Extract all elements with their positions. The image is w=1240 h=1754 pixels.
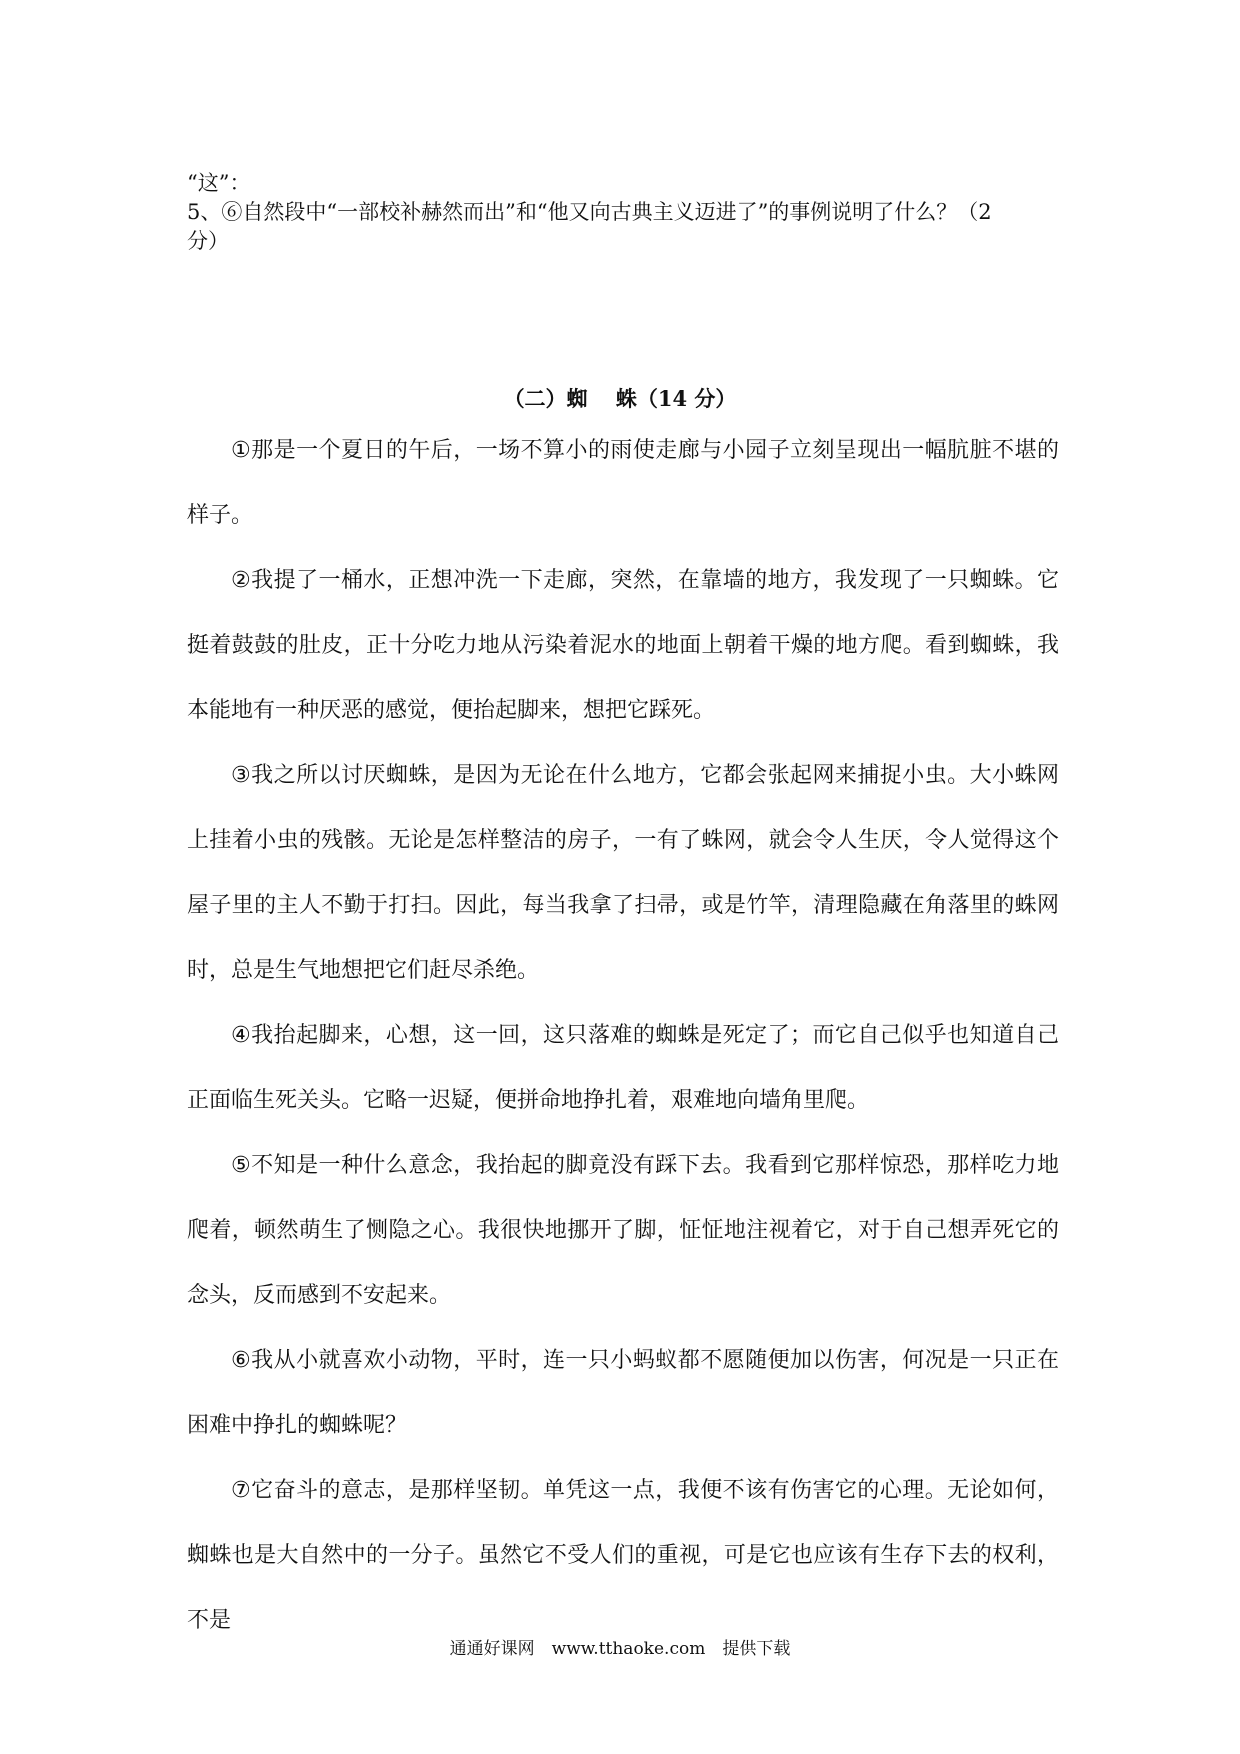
paragraph-4: ④我抬起脚来，心想，这一回，这只落难的蜘蛛是死定了；而它自己似乎也知道自己正面临生死关头。它略一迟疑，便拼命地挣扎着，艰难地向墙角里爬。 [187,1023,1059,1113]
paragraph-5: ⑤不知是一种什么意念，我抬起的脚竟没有踩下去。我看到它那样惊恐，那样吃力地爬着，顿然萌生了恻隐之心。我很快地挪开了脚，怔怔地注视着它，对于自己想弄死它的念头，反而感到不安起来。 [187,1153,1059,1308]
section-title: （二）蜘 蛛（14 分） [503,386,737,411]
paragraph-2: ②我提了一桶水，正想冲洗一下走廊，突然，在靠墙的地方，我发现了一只蜘蛛。它挺着鼓鼓的肚皮，正十分吃力地从污染着泥水的地面上朝着干燥的地方爬。看到蜘蛛，我本能地有一种厌恶的感觉，便抬起脚来，想把它踩死。 [187,568,1059,723]
paragraph-6: ⑥我从小就喜欢小动物，平时，连一只小蚂蚁都不愿随便加以伤害，何况是一只正在困难中挣扎的蜘蛛呢？ [187,1348,1059,1438]
footer-source: 通通好课网 www.tthaoke.com 提供下载 [449,1639,791,1659]
paragraph-1: ①那是一个夏日的午后，一场不算小的雨使走廊与小园子立刻呈现出一幅肮脏不堪的样子。 [187,438,1059,528]
paragraph-7: ⑦它奋斗的意志，是那样坚韧。单凭这一点，我便不该有伤害它的心理。无论如何，蜘蛛也是大自然中的一分子。虽然它不受人们的重视，可是它也应该有生存下去的权利，不是 [187,1478,1059,1633]
question-5-line2: 分） [187,229,229,253]
question-4-tail: “这”： [187,171,251,195]
paragraph-3: ③我之所以讨厌蜘蛛，是因为无论在什么地方，它都会张起网来捕捉小虫。大小蛛网上挂着小虫的残骸。无论是怎样整洁的房子，一有了蛛网，就会令人生厌，令人觉得这个屋子里的主人不勤于打扫。因此，每当我拿了扫帚，或是竹竿，清理隐藏在角落里的蛛网时，总是生气地想把它们赶尽杀绝。 [187,763,1059,983]
question-5-line1: 5、⑥自然段中“一部校补赫然而出”和“他又向古典主义迈进了”的事例说明了什么？（2 [187,200,992,224]
